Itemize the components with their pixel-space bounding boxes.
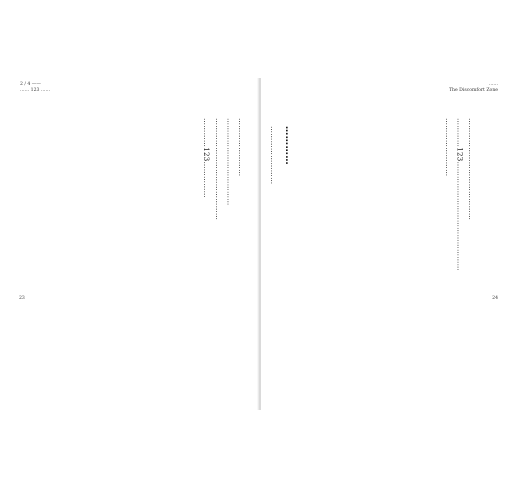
right-running-header: [449, 82, 498, 94]
right-page-number: 24: [492, 296, 498, 301]
left-paragraph: ………………………………: [225, 118, 234, 206]
right-paragraph: ……………………………………: [467, 118, 475, 221]
section-heading: …………: [283, 126, 294, 166]
right-page-body: [296, 104, 476, 290]
right-header-line-1: ……: [488, 82, 498, 87]
right-paragraph: ……………………: [443, 118, 452, 177]
left-paragraph: …………123……………: [202, 118, 211, 198]
left-header-line-1: 2 / 4 ——: [20, 82, 41, 87]
left-running-header: [20, 82, 50, 94]
left-header-line-2: …… 123 ……: [20, 88, 51, 93]
right-paragraph: …………123………………………………………: [455, 118, 464, 271]
left-paragraph: ……………………………………: [213, 118, 222, 221]
section-lead-text: ……………………: [269, 126, 277, 185]
left-page-number: 23: [19, 296, 25, 301]
left-paragraph: ……………………: [237, 118, 245, 177]
right-header-line-2: The Discomfort Zone: [448, 88, 498, 93]
left-page-body: [46, 104, 246, 290]
book-spread: [0, 78, 520, 410]
